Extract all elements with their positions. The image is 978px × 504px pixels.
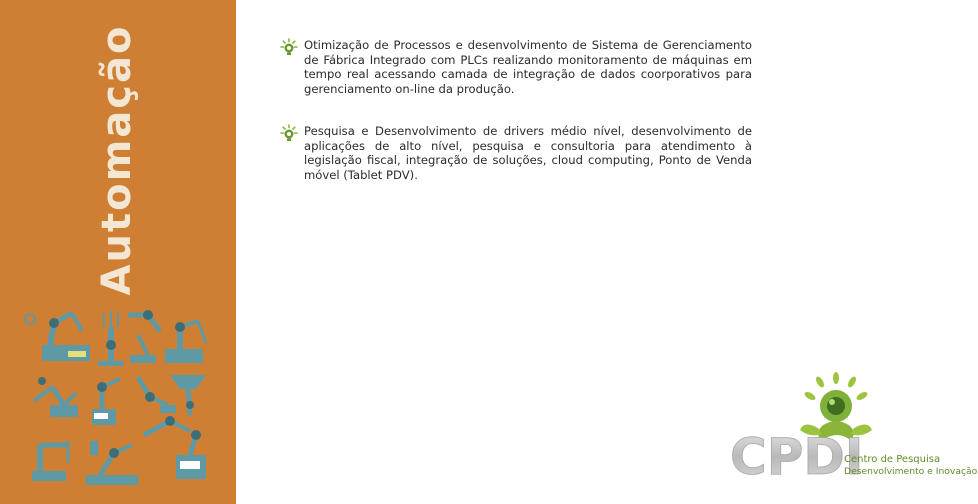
robot-arm-icon — [138, 377, 176, 413]
robot-arm-icon — [144, 416, 190, 435]
bullet-text: Pesquisa e Desenvolvimento de drivers médio nível, desenvolvimento de aplicações de alto nível, pesquisa e consultoria para atendimento à legislação fiscal, integração de soluções, cloud computing, Ponto de Venda móvel (Tablet PDV). — [304, 124, 752, 182]
bullet-text: Otimização de Processos e desenvolvimento de Sistema de Gerenciamento de Fábrica Integrado com PLCs realizando monitoramento de máquinas em tempo real acessando camada de integração de dados coorporativos para gerenciamento on-line da produção. — [304, 38, 752, 96]
bullet-item — [280, 124, 752, 182]
robot-arm-icon — [165, 321, 206, 363]
gear-bulb-icon — [280, 124, 298, 142]
sidebar-title: Automação — [94, 24, 140, 296]
logo-acronym: CPDI — [730, 428, 864, 486]
robot-arm-icon — [92, 379, 120, 425]
logo-line2: Desenvolvimento e Inovação — [844, 466, 978, 477]
bullet-list — [280, 38, 752, 210]
sidebar-panel — [0, 0, 236, 504]
robot-arm-icon — [128, 310, 160, 363]
logo-line1: Centro de Pesquisa — [844, 454, 941, 465]
robot-gripper-icon — [98, 311, 124, 366]
robot-arm-icon — [34, 377, 78, 417]
bullet-item — [280, 38, 752, 96]
industrial-robots-illustration — [20, 305, 220, 495]
gear-bulb-icon — [280, 38, 298, 56]
cpdi-logo — [730, 368, 978, 486]
robot-arm-icon — [86, 441, 138, 485]
robot-arm-icon — [25, 313, 90, 361]
robot-arm-icon — [32, 441, 68, 481]
robot-arm-icon — [176, 430, 206, 479]
